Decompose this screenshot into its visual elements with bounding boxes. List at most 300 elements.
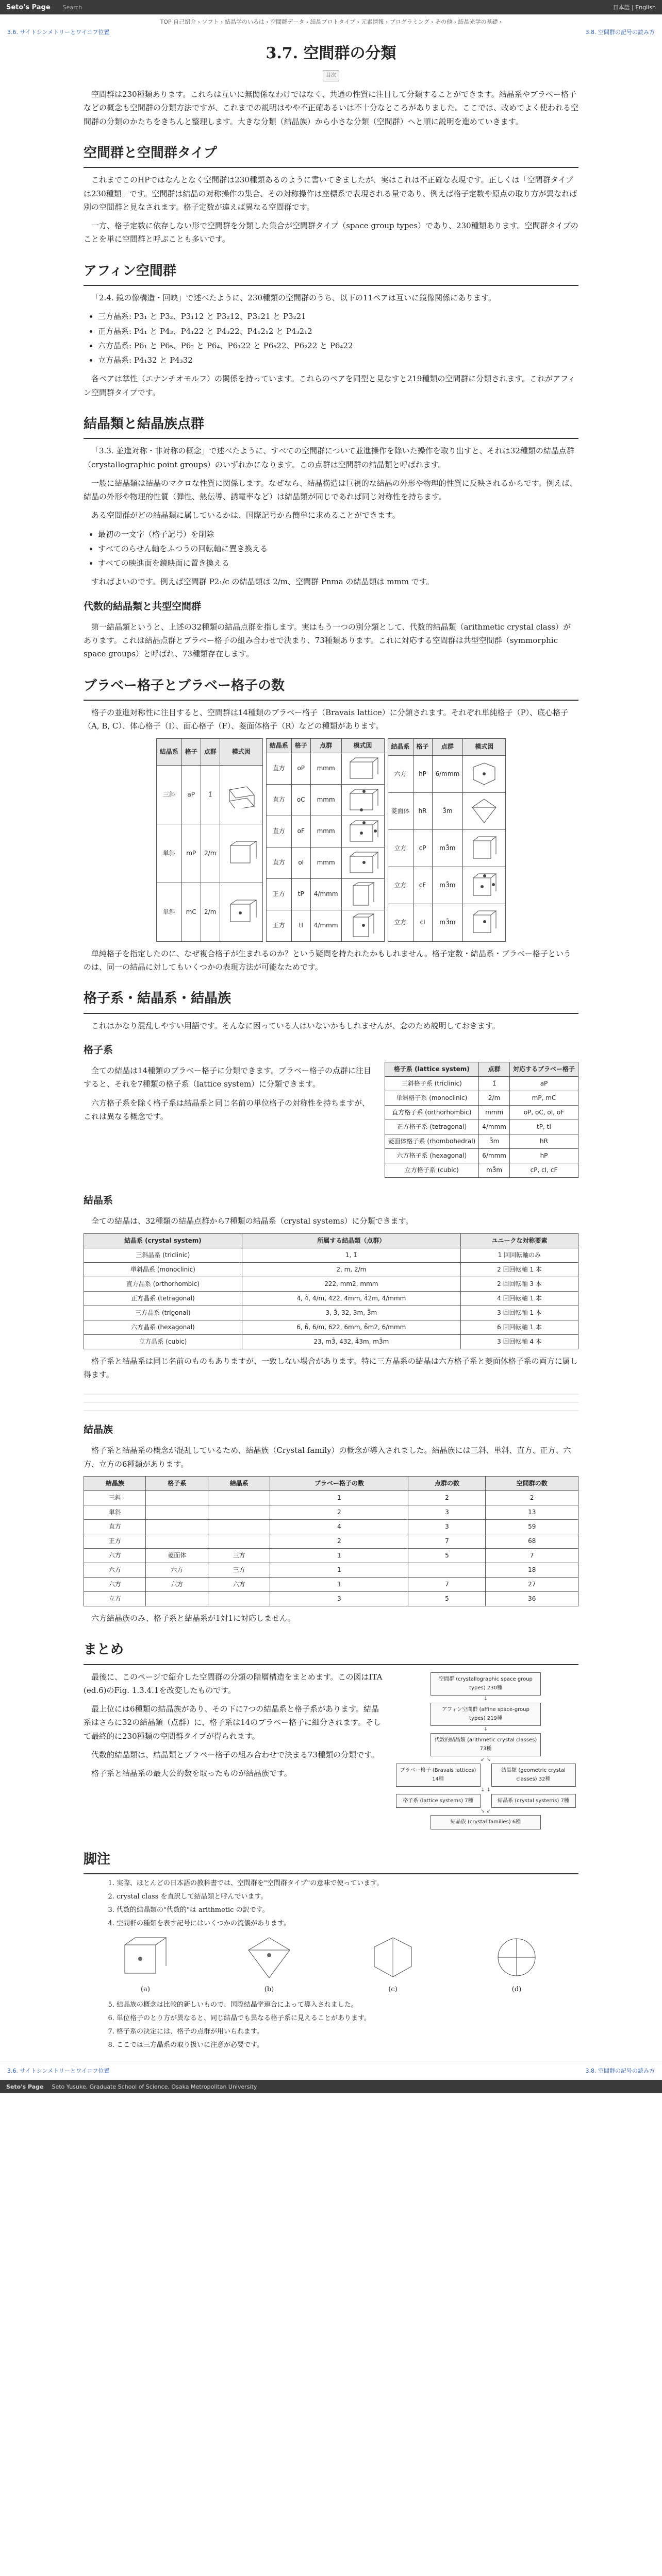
col-header: 格子 xyxy=(181,738,201,765)
cell: 59 xyxy=(486,1519,578,1534)
enantiomorph-list xyxy=(98,310,578,367)
paragraph: 代数的結晶類は、結晶類とブラベー格子の組み合わせで決まる73種類の分類です。 xyxy=(91,1750,379,1759)
diagram-box: 代数的結晶類 (arithmetic crystal classes) 73種 xyxy=(431,1733,541,1756)
cell: 1 xyxy=(270,1548,408,1563)
cell: 4, 4̄, 4/m, 422, 4mm, 4̄2m, 4/mmm xyxy=(242,1291,460,1306)
list-item: • 正方晶系: P4₁ と P4₃、P4₁22 と P4₃22、P4₁2₁2 と P4₃2₁2 xyxy=(98,325,578,338)
cell: 三斜晶系 (triclinic) xyxy=(84,1248,242,1262)
cell xyxy=(146,1534,208,1548)
cell: 直方 xyxy=(266,847,291,878)
cell: 2 回回転軸 1 本 xyxy=(460,1262,578,1277)
cell: cF xyxy=(413,867,432,904)
col-header: 結晶族 xyxy=(84,1476,146,1490)
language-switch[interactable]: 日本語 | English xyxy=(613,4,656,11)
col-header: 模式図 xyxy=(220,738,262,765)
footnote-item: 8. ここでは三方晶系の取り扱いに注意が必要です。 xyxy=(117,2040,578,2050)
cell: 2 xyxy=(270,1505,408,1519)
table-row xyxy=(266,847,384,878)
cell: 立方 xyxy=(388,829,413,867)
col-header: 格子系 (lattice system) xyxy=(385,1062,479,1077)
col-header: 結晶系 xyxy=(388,738,413,755)
breadcrumb[interactable]: TOP 自己紹介 › ソフト › 結晶学のいろは › 空間群データ › 結晶プロトタイプ › 元素情報 › プログラミング › その他 › 結晶光学の基礎 › xyxy=(160,19,502,25)
paragraph: 最後に、このページで紹介した空間群の分類の階層構造をまとめます。この図はITA (ed.6)のFig. 1.3.4.1を改変したものです。 xyxy=(84,1672,383,1695)
cell: 菱面体 xyxy=(146,1548,208,1563)
cell: 4/mmm xyxy=(479,1120,510,1134)
table-row xyxy=(156,824,262,883)
cell: 単斜晶系 (monoclinic) xyxy=(84,1262,242,1277)
table-row xyxy=(388,829,506,867)
table-row xyxy=(388,904,506,941)
prev-page-link[interactable]: 3.6. サイトシンメトリーとワイコフ位置 xyxy=(7,29,110,36)
cell: 単斜 xyxy=(84,1505,146,1519)
cell: 2/m xyxy=(201,883,220,941)
diagram-box: アフィン空間群 (affine space-group types) 219種 xyxy=(431,1703,541,1726)
lattice-figure xyxy=(341,878,384,910)
subsection-heading: 格子系 xyxy=(84,1044,113,1056)
paragraph: 格子系と結晶系の概念が混乱しているため、結晶族（Crystal family）の概念が導入されました。結晶族には三斜、単斜、直方、正方、六方、立方の6種類があります。 xyxy=(84,1446,571,1469)
cell: tI xyxy=(291,910,310,941)
cell: hR xyxy=(509,1134,578,1149)
cell: oC xyxy=(291,784,310,816)
bravais-table-right xyxy=(388,738,506,942)
paragraph: ある空間群がどの結晶類に属しているかは、国際記号から簡単に求めることができます。 xyxy=(91,511,400,520)
cell: 立方 xyxy=(388,867,413,904)
cell: 3 回回転軸 1 本 xyxy=(460,1306,578,1320)
cell: hP xyxy=(509,1149,578,1163)
lattice-figure xyxy=(463,904,506,941)
page-nav-top xyxy=(0,27,662,37)
list-item: • すべてのらせん軸をふつうの回転軸に置き換える xyxy=(98,542,578,555)
paragraph: 第一結晶類というと、上述の32種類の結晶点群を指します。実はもう一つの別分類として、代数的結晶類（arithmetic crystal class）があります。これは結晶点群とブラベー格子の組み合わせで決まり、73種類あります。これに対応する空間群は共型空間群（symmorphic space groups）と呼ばれ、73種類存在します。 xyxy=(84,622,571,659)
table-row xyxy=(266,878,384,910)
footnote-figures xyxy=(84,1935,578,1995)
cell xyxy=(408,1563,486,1577)
cell: 6/mmm xyxy=(479,1149,510,1163)
table-row xyxy=(84,1577,578,1591)
cell: 立方 xyxy=(84,1591,146,1606)
lattice-figure xyxy=(341,910,384,941)
table-row xyxy=(385,1134,578,1149)
figure-label: (a) xyxy=(141,1985,150,1993)
cell: m3̄m xyxy=(432,867,463,904)
paragraph: 「3.3. 並進対称・非対称の概念」で述べたように、すべての空間群について並進操作を除いた操作を取り出すと、それは32種類の結晶点群（crystallographic point groups）のいずれかになります。この点群は空間群の結晶類と呼ばれます。 xyxy=(84,446,574,469)
cell xyxy=(208,1490,270,1505)
table-row xyxy=(84,1262,578,1277)
cell: mP xyxy=(181,824,201,883)
footnote-item: 3. 代数的結晶類の"代数的"は arithmetic の訳です。 xyxy=(117,1905,578,1916)
table-row xyxy=(156,765,262,824)
col-header: ブラベー格子の数 xyxy=(270,1476,408,1490)
top-bar xyxy=(0,0,662,14)
subsection-heading: 結晶系 xyxy=(84,1195,113,1206)
cell: 2 xyxy=(270,1534,408,1548)
lattice-figure xyxy=(463,829,506,867)
paragraph: 六方格子系を除く格子系は結晶系と同じ名前の単位格子の対称性を持ちますが、これは異なる概念です。 xyxy=(84,1098,370,1121)
cell: 1 xyxy=(270,1563,408,1577)
footer-site[interactable]: Seto's Page xyxy=(6,2083,44,2090)
table-row xyxy=(266,816,384,847)
cell: oP, oC, oI, oF xyxy=(509,1106,578,1120)
table-row xyxy=(388,792,506,829)
cell: 3 xyxy=(408,1519,486,1534)
table-row xyxy=(84,1490,578,1505)
col-header: 結晶系 xyxy=(266,738,291,753)
cell: 2 xyxy=(486,1490,578,1505)
table-row xyxy=(385,1120,578,1134)
list-item: • すべての映進面を鏡映面に置き換える xyxy=(98,556,578,570)
cell: 直方 xyxy=(84,1519,146,1534)
cell: 六方 xyxy=(208,1577,270,1591)
table-row xyxy=(84,1291,578,1306)
footnotes xyxy=(84,1878,578,2050)
list-item: • 三方晶系: P3₁ と P3₂、P3₁12 と P3₂12、P3₁21 と P3₂21 xyxy=(98,310,578,323)
col-header: 点群 xyxy=(479,1062,510,1077)
table-row xyxy=(84,1505,578,1519)
cell: hR xyxy=(413,792,432,829)
table-row xyxy=(84,1548,578,1563)
arrow-icon: ↓ xyxy=(483,1696,488,1702)
footnote-item: 7. 格子系の決定には、格子の点群が用いられます。 xyxy=(117,2027,578,2037)
cell: 1, 1̄ xyxy=(242,1248,460,1262)
col-header: 結晶系 xyxy=(208,1476,270,1490)
next-page-link[interactable]: 3.8. 空間群の記号の読み方 xyxy=(585,29,655,36)
paragraph: 全ての結晶は14種類のブラベー格子に分類できます。ブラベー格子の点群に注目すると、それを7種類の格子系（lattice system）に分類できます。 xyxy=(84,1066,371,1089)
lattice-figure xyxy=(463,792,506,829)
cell: m3̄m xyxy=(432,904,463,941)
col-header: 模式図 xyxy=(463,738,506,755)
cell: 5 xyxy=(408,1548,486,1563)
table-row xyxy=(84,1248,578,1262)
cell: 直方 xyxy=(266,816,291,847)
table-row xyxy=(385,1106,578,1120)
cell: 3̄m xyxy=(479,1134,510,1149)
table-row xyxy=(266,910,384,941)
cell: 18 xyxy=(486,1563,578,1577)
lattice-figure xyxy=(220,883,262,941)
cell: 4/mmm xyxy=(310,878,341,910)
cell: 27 xyxy=(486,1577,578,1591)
footnote-item: 4. 空間群の種類を表す記号にはいくつかの流儀があります。 xyxy=(117,1919,578,1929)
page-title: 3.7. 空間群の分類 xyxy=(266,44,396,62)
cell: 単斜格子系 (monoclinic) xyxy=(385,1091,479,1106)
arrow-icon: ↓ xyxy=(483,1726,488,1732)
footnote-item: 2. crystal class を直訳して結晶類と呼んでいます。 xyxy=(117,1892,578,1902)
text-block-placeholder xyxy=(84,1386,578,1412)
cell: mmm xyxy=(310,847,341,878)
cell: 直方 xyxy=(266,784,291,816)
cell: aP xyxy=(509,1077,578,1091)
cell: 六方 xyxy=(388,755,413,792)
lattice-figure xyxy=(341,753,384,784)
paragraph: 全ての結晶は、32種類の結晶点群から7種類の結晶系（crystal systems）に分類できます。 xyxy=(91,1216,413,1226)
cell: 三方 xyxy=(208,1548,270,1563)
cell: cP, cI, cF xyxy=(509,1163,578,1178)
table-row xyxy=(266,753,384,784)
table-row xyxy=(84,1320,578,1334)
section-heading: 脚注 xyxy=(84,1848,578,1875)
table-row xyxy=(84,1277,578,1291)
figure-label: (c) xyxy=(388,1985,398,1993)
cell: mmm xyxy=(310,753,341,784)
figure-b xyxy=(238,1935,300,1995)
cell: 直方 xyxy=(266,753,291,784)
search-input[interactable]: Search xyxy=(62,4,82,11)
table-row xyxy=(385,1149,578,1163)
cell: 6/mmm xyxy=(432,755,463,792)
table-row xyxy=(84,1334,578,1349)
arrow-icon: ↙ ↘ xyxy=(481,1756,491,1762)
paragraph: 一方、格子定数に依存しない形で空間群を分類した集合が空間群タイプ（space group types）であり、230種類あります。空間群タイプのことを単に空間群と呼ぶことも多いです。 xyxy=(84,221,578,244)
col-header: 結晶系 (crystal system) xyxy=(84,1233,242,1248)
cell: 1̄ xyxy=(201,765,220,824)
cell: 2 回回転軸 3 本 xyxy=(460,1277,578,1291)
table-row xyxy=(385,1163,578,1178)
paragraph: 一般に結晶類は結晶のマクロな性質に関係します。なぜなら、結晶構造は巨視的な結晶の外形や物理的性質に反映されるからです。例えば、結晶の外形や物理的性質（弾性、熱伝導、誘電率など）は結晶類が同じであれば同じ対称性を持ちます。 xyxy=(84,478,577,501)
cell: m3̄m xyxy=(432,829,463,867)
cell: 6 回回転軸 1 本 xyxy=(460,1320,578,1334)
cell: 7 xyxy=(408,1534,486,1548)
diagram-box: ブラベー格子 (Bravais lattices) 14種 xyxy=(396,1764,481,1787)
paragraph: 各ペアは掌性（エナンチオモルフ）の関係を持っています。これらのペアを同型と見なすと219種類の空間群に分類されます。これがアフィン空間群タイプです。 xyxy=(84,374,575,397)
col-header: 点群の数 xyxy=(408,1476,486,1490)
cell: 正方 xyxy=(84,1534,146,1548)
cell: hP xyxy=(413,755,432,792)
paragraph: 格子系と結晶系の最大公約数を取ったものが結晶族です。 xyxy=(91,1769,292,1778)
lattice-figure xyxy=(463,867,506,904)
cell: 1 xyxy=(270,1577,408,1591)
list-item: • 最初の一文字（格子記号）を削除 xyxy=(98,528,578,541)
footnote-item: 5. 結晶族の概念は比較的新しいもので、国際結晶学連合によって導入されました。 xyxy=(117,2000,578,2010)
col-header: 空間群の数 xyxy=(486,1476,578,1490)
subsection-heading: 代数的結晶類と共型空間群 xyxy=(84,600,202,612)
cell: 六方格子系 (hexagonal) xyxy=(385,1149,479,1163)
paragraph: すればよいのです。例えば空間群 P2₁/c の結晶類は 2/m、空間群 Pnma の結晶類は mmm です。 xyxy=(91,577,434,587)
cell: 6, 6̄, 6/m, 622, 6mm, 6̄m2, 6/mmm xyxy=(242,1320,460,1334)
table-row xyxy=(156,883,262,941)
cell: cI xyxy=(413,904,432,941)
cell: 正方 xyxy=(266,878,291,910)
cell: 36 xyxy=(486,1591,578,1606)
cell: mmm xyxy=(310,816,341,847)
cell: 3 回回転軸 4 本 xyxy=(460,1334,578,1349)
cell: 3 xyxy=(270,1591,408,1606)
cell: mC xyxy=(181,883,201,941)
cell: 68 xyxy=(486,1534,578,1548)
table-row xyxy=(84,1563,578,1577)
cell: 3̄m xyxy=(432,792,463,829)
diagram-box: 結晶類 (geometric crystal classes) 32種 xyxy=(491,1764,576,1787)
arrow-icon: ↓ ↓ xyxy=(481,1787,491,1793)
diagram-box: 結晶族 (crystal families) 6種 xyxy=(431,1815,541,1829)
bravais-table-mid xyxy=(266,738,385,942)
cell: 2, m, 2/m xyxy=(242,1262,460,1277)
footnote-item: 6. 単位格子のとり方が異なると、同じ結晶でも異なる格子系に見えることがあります。 xyxy=(117,2013,578,2024)
paragraph: 格子系と結晶系は同じ名前のものもありますが、一致しない場合があります。特に三方晶系の結晶は六方格子系と菱面体格子系の両方に属し得ます。 xyxy=(84,1356,578,1379)
cell xyxy=(146,1519,208,1534)
figure-label: (b) xyxy=(264,1985,274,1993)
cell: 正方 xyxy=(266,910,291,941)
cell: 三斜 xyxy=(156,765,181,824)
cell: 菱面体 xyxy=(388,792,413,829)
col-header: 所属する結晶類（点群） xyxy=(242,1233,460,1248)
cell: 立方 xyxy=(388,904,413,941)
bravais-table-left xyxy=(156,738,263,942)
cell: mP, mC xyxy=(509,1091,578,1106)
diagram-box: 結晶系 (crystal systems) 7種 xyxy=(491,1794,576,1808)
cell: 六方 xyxy=(146,1563,208,1577)
cell: tP xyxy=(291,878,310,910)
lattice-figure xyxy=(341,816,384,847)
toc-button[interactable]: 目次 xyxy=(323,70,339,81)
cell: oI xyxy=(291,847,310,878)
lattice-system-table xyxy=(385,1062,579,1178)
cell: 正方晶系 (tetragonal) xyxy=(84,1291,242,1306)
table-row xyxy=(388,755,506,792)
figure-label: (d) xyxy=(511,1985,522,1993)
subsection-heading: 結晶族 xyxy=(84,1424,113,1435)
paragraph: これはかなり混乱しやすい用語です。そんなに困っている人はいないかもしれませんが、念のため説明しておきます。 xyxy=(91,1021,500,1030)
col-header: 模式図 xyxy=(341,738,384,753)
cell xyxy=(208,1505,270,1519)
bravais-tables xyxy=(84,738,578,942)
col-header: 格子 xyxy=(291,738,310,753)
main-content xyxy=(84,88,578,2050)
cell: 正方格子系 (tetragonal) xyxy=(385,1120,479,1134)
table-row xyxy=(84,1591,578,1606)
cell: 7 xyxy=(486,1548,578,1563)
cell: 三方晶系 (trigonal) xyxy=(84,1306,242,1320)
cell: 23, m3̄, 432, 4̄3m, m3̄m xyxy=(242,1334,460,1349)
col-header: 対応するブラベー格子 xyxy=(509,1062,578,1077)
figure-c xyxy=(362,1935,424,1995)
footer xyxy=(0,2080,662,2093)
cell: 直方格子系 (orthorhombic) xyxy=(385,1106,479,1120)
cell: 2 xyxy=(408,1490,486,1505)
section-heading: 空間群と空間群タイプ xyxy=(84,142,578,168)
cell: 立方晶系 (cubic) xyxy=(84,1334,242,1349)
cell xyxy=(146,1505,208,1519)
cell xyxy=(208,1534,270,1548)
cell: 菱面体格子系 (rhombohedral) xyxy=(385,1134,479,1149)
table-row xyxy=(84,1519,578,1534)
cell: oP xyxy=(291,753,310,784)
cell: 3 xyxy=(408,1505,486,1519)
col-header: 格子系 xyxy=(146,1476,208,1490)
figure-a xyxy=(114,1935,176,1995)
col-header: 結晶系 xyxy=(156,738,181,765)
footer-text: Seto Yusuke, Graduate School of Science, Osaka Metropolitan University xyxy=(52,2083,257,2090)
cell: 六方 xyxy=(84,1563,146,1577)
cell: 7 xyxy=(408,1577,486,1591)
cell: m3̄m xyxy=(479,1163,510,1178)
section-heading: 格子系・結晶系・結晶族 xyxy=(84,987,578,1014)
cell xyxy=(208,1519,270,1534)
cell: 六方晶系 (hexagonal) xyxy=(84,1320,242,1334)
section-heading: まとめ xyxy=(84,1638,578,1665)
section-heading: 結晶類と結晶族点群 xyxy=(84,413,578,439)
cell: oF xyxy=(291,816,310,847)
lattice-figure xyxy=(341,784,384,816)
cell: 三方 xyxy=(208,1563,270,1577)
cell: 1 回回転軸のみ xyxy=(460,1248,578,1262)
cell: tP, tI xyxy=(509,1120,578,1134)
prev-page-link[interactable]: 3.6. サイトシンメトリーとワイコフ位置 xyxy=(7,2067,110,2075)
cell: mmm xyxy=(479,1106,510,1120)
cell: 単斜 xyxy=(156,883,181,941)
page-nav-bottom xyxy=(0,2061,662,2080)
paragraph: 最上位には6種類の結晶族があり、その下に7つの結晶系と格子系があります。結晶系はさらに32の結晶類（点群）に、格子系は14のブラベー格子に細分されます。そして最終的に230種類の空間群タイプが得られます。 xyxy=(84,1704,381,1741)
list-item: • 六方晶系: P6₁ と P6₅、P6₂ と P6₄、P6₁22 と P6₅22、P6₂22 と P6₄22 xyxy=(98,339,578,352)
cell: 単斜 xyxy=(156,824,181,883)
cell: 1 xyxy=(270,1490,408,1505)
cell: mmm xyxy=(310,784,341,816)
cell: 直方晶系 (orthorhombic) xyxy=(84,1277,242,1291)
cell: 2/m xyxy=(479,1091,510,1106)
list-item: • 立方晶系: P4₁32 と P4₃32 xyxy=(98,353,578,367)
cell: 六方 xyxy=(84,1577,146,1591)
table-row xyxy=(388,867,506,904)
table-row xyxy=(84,1534,578,1548)
table-row xyxy=(84,1306,578,1320)
cell: 三斜格子系 (triclinic) xyxy=(385,1077,479,1091)
next-page-link[interactable]: 3.8. 空間群の記号の読み方 xyxy=(585,2067,655,2075)
cell: cP xyxy=(413,829,432,867)
lattice-figure xyxy=(220,765,262,824)
site-title[interactable]: Seto's Page xyxy=(6,3,51,11)
crystal-family-table xyxy=(84,1476,578,1606)
col-header: 点群 xyxy=(310,738,341,753)
table-row xyxy=(266,784,384,816)
table-row xyxy=(385,1091,578,1106)
classification-diagram xyxy=(393,1672,578,1829)
cell xyxy=(208,1591,270,1606)
col-header: 点群 xyxy=(432,738,463,755)
cell: 2/m xyxy=(201,824,220,883)
cell: 1̄ xyxy=(479,1077,510,1091)
lattice-figure xyxy=(220,824,262,883)
col-header: 格子 xyxy=(413,738,432,755)
cell: 六方 xyxy=(146,1577,208,1591)
lattice-figure xyxy=(341,847,384,878)
figure-d xyxy=(486,1935,548,1995)
cell: 222, mm2, mmm xyxy=(242,1277,460,1291)
table-row xyxy=(385,1077,578,1091)
intro-paragraph: 空間群は230種類あります。これらは互いに無関係なわけではなく、共通の性質に注目して分類することができます。結晶系やブラベー格子などの概念も空間群の分類方法ですが、これまでの説明はやや不正確あるいは不十分なところがありました。ここでは、改めてよく使われる空間群の分類のかたちをきちんと整理します。大きな分類（結晶族）から小さな分類（空間群）へと順に説明を進めていきます。 xyxy=(84,90,579,126)
arrow-icon: ↘ ↙ xyxy=(481,1808,491,1814)
paragraph: これまでこのHPではなんとなく空間群は230種類あるのように書いてきましたが、実はこれは不正確な表現です。正しくは「空間群タイプは230種類」です。空間群は結晶の対称操作の集合、その対称操作は座標系で表現される量であり、例えば格子定数や原点の取り方が異なれば別の空間群と見なされます。格子定数が違えば異なる空間群です。 xyxy=(84,175,577,212)
paragraph: 格子の並進対称性に注目すると、空間群は14種類のブラベー格子（Bravais lattice）に分類されます。それぞれ単純格子（P）、底心格子（A, B, C）、体心格子（I）、面心格子（F）、菱面体格子（R）などの種類があります。 xyxy=(84,708,569,731)
footnote-item: 1. 実際、ほとんどの日本語の教科書では、空間群を"空間群タイプ"の意味で使っています。 xyxy=(117,1878,578,1889)
cell: aP xyxy=(181,765,201,824)
section-heading: ブラベー格子とブラベー格子の数 xyxy=(84,674,578,701)
paragraph: 「2.4. 鏡の像構造・回映」で述べたように、230種類の空間群のうち、以下の11ペアは互いに鏡像関係にあります。 xyxy=(91,293,496,302)
cell xyxy=(146,1591,208,1606)
col-header: ユニークな対称要素 xyxy=(460,1233,578,1248)
paragraph: 六方結晶族のみ、格子系と結晶系が1対1に対応しません。 xyxy=(91,1613,295,1623)
section-heading: アフィン空間群 xyxy=(84,260,578,286)
lattice-figure xyxy=(463,755,506,792)
cell: 三斜 xyxy=(84,1490,146,1505)
crystal-system-table xyxy=(84,1233,578,1349)
paragraph: 単純格子を指定したのに、なぜ複合格子が生まれるのか？という疑問を持たれたかもしれません。格子定数・結晶系・ブラベー格子というのは、同一の結晶に対してもいくつかの表現方法が可能なためです。 xyxy=(84,948,571,972)
cell: 4 xyxy=(270,1519,408,1534)
cell: 4/mmm xyxy=(310,910,341,941)
col-header: 点群 xyxy=(201,738,220,765)
diagram-box: 空間群 (crystallographic space group types) 230種 xyxy=(431,1672,541,1696)
cell: 13 xyxy=(486,1505,578,1519)
cell: 六方 xyxy=(84,1548,146,1563)
cell: 5 xyxy=(408,1591,486,1606)
